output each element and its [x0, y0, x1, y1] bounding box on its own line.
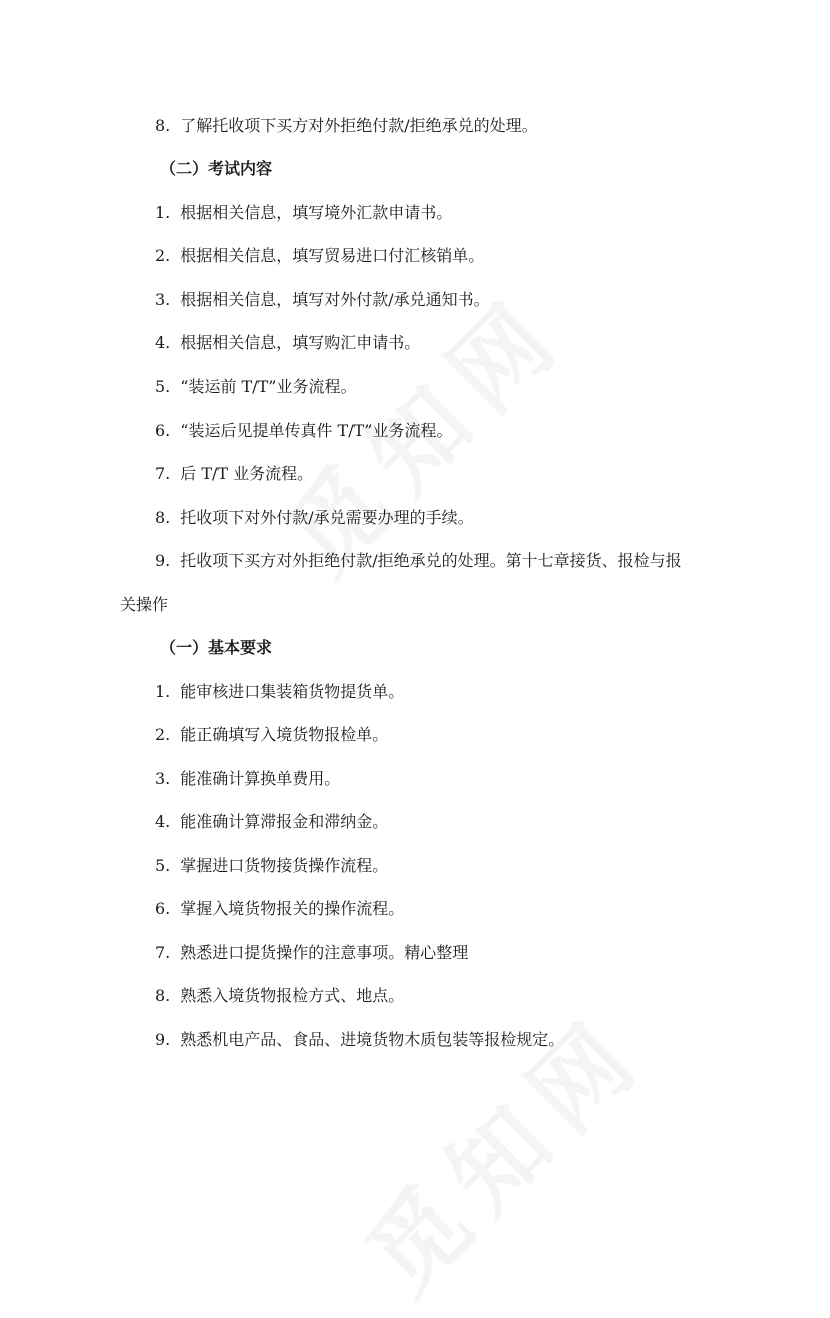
- list-item: [155, 289, 490, 311]
- list-item: [155, 1029, 564, 1051]
- item-number: 7.: [155, 464, 171, 483]
- list-item: [155, 985, 404, 1007]
- list-item: [155, 724, 388, 746]
- list-item: [155, 681, 404, 703]
- item-text: 根据相关信息，填写对外付款/承兑通知书。: [180, 290, 490, 309]
- item-text: 熟悉入境货物报检方式、地点。: [180, 986, 405, 1005]
- item-number: 4.: [155, 812, 171, 831]
- item-number: 8.: [155, 508, 171, 527]
- item-text: 了解托收项下买方对外拒绝付款/拒绝承兑的处理。: [180, 116, 538, 135]
- item-number: 2.: [155, 725, 171, 744]
- item-number: 2.: [155, 246, 171, 265]
- item-text: 掌握进口货物接货操作流程。: [180, 856, 389, 875]
- item-number: 3.: [155, 290, 171, 309]
- item-text: 根据相关信息，填写贸易进口付汇核销单。: [180, 246, 485, 265]
- list-item: [155, 245, 484, 267]
- item-text: 能正确填写入境货物报检单。: [180, 725, 389, 744]
- list-item-continuation: 关操作: [120, 595, 169, 614]
- item-text: 后 T/T 业务流程。: [180, 464, 314, 483]
- item-text: 能准确计算滞报金和滞纳金。: [180, 812, 389, 831]
- item-text: 掌握入境货物报关的操作流程。: [180, 899, 405, 918]
- item-number: 6.: [155, 899, 171, 918]
- item-number: 1.: [155, 203, 171, 222]
- item-text: 熟悉进口提货操作的注意事项。精心整理: [180, 943, 469, 962]
- item-text: 托收项下对外付款/承兑需要办理的手续。: [180, 508, 474, 527]
- item-number: 1.: [155, 682, 171, 701]
- item-number: 5.: [155, 377, 171, 396]
- item-number: 3.: [155, 769, 171, 788]
- list-item: [155, 811, 388, 833]
- item-text: 能准确计算换单费用。: [180, 769, 341, 788]
- section-heading-basic: （一）基本要求: [160, 638, 273, 657]
- item-number: 4.: [155, 333, 171, 352]
- list-item: [155, 898, 404, 920]
- item-number: 9.: [155, 1030, 171, 1049]
- item-text: 能审核进口集装箱货物提货单。: [180, 682, 405, 701]
- section-heading-exam: （二）考试内容: [160, 159, 273, 178]
- list-item: [155, 942, 468, 964]
- list-item: [155, 376, 356, 398]
- list-item: [155, 332, 420, 354]
- item-text: “装运前 T/T”业务流程。: [180, 377, 357, 396]
- item-number: 8.: [155, 116, 171, 135]
- item-text: 根据相关信息，填写购汇申请书。: [180, 333, 421, 352]
- item-number: 5.: [155, 856, 171, 875]
- item-number: 9.: [155, 551, 171, 570]
- item-number: 8.: [155, 986, 171, 1005]
- item-text: 熟悉机电产品、食品、进境货物木质包装等报检规定。: [180, 1030, 565, 1049]
- list-item: [155, 550, 682, 572]
- list-item: [155, 202, 452, 224]
- item-number: 6.: [155, 421, 171, 440]
- item-text: 根据相关信息，填写境外汇款申请书。: [180, 203, 453, 222]
- item-text: 托收项下买方对外拒绝付款/拒绝承兑的处理。第十七章接货、报检与报: [180, 551, 682, 570]
- list-item: [155, 507, 474, 529]
- list-item: [155, 855, 388, 877]
- list-item: [155, 768, 340, 790]
- item-text: “装运后见提单传真件 T/T”业务流程。: [180, 421, 453, 440]
- list-item: [155, 420, 452, 442]
- item-number: 7.: [155, 943, 171, 962]
- list-item: [155, 115, 538, 137]
- list-item: [155, 463, 313, 485]
